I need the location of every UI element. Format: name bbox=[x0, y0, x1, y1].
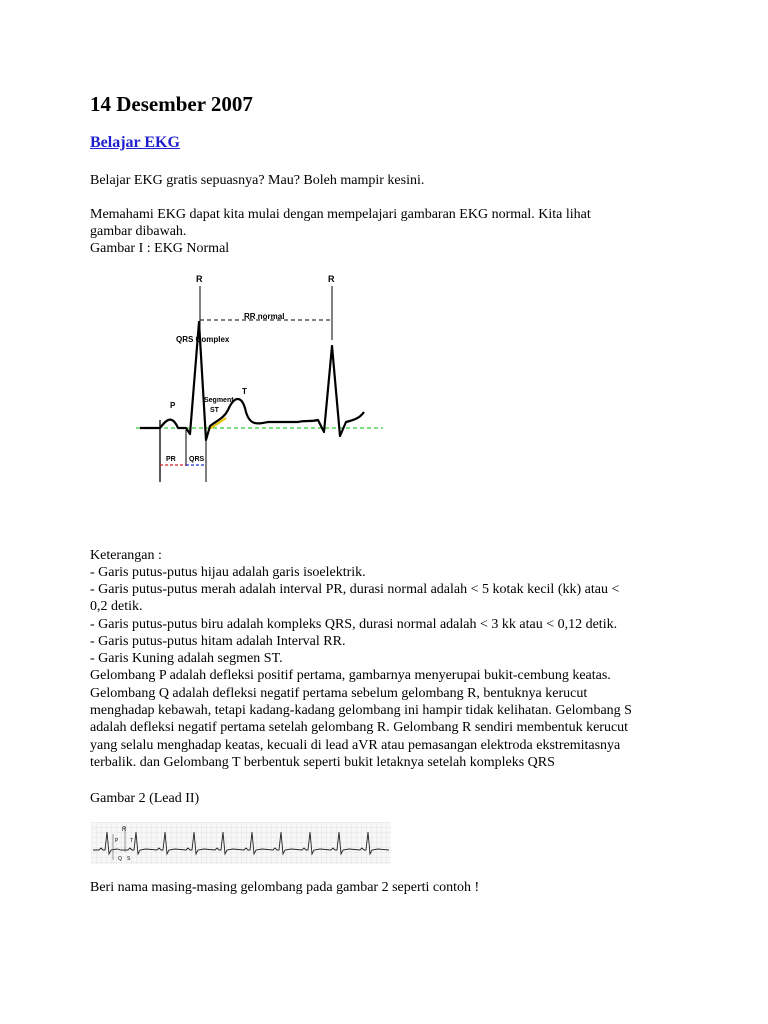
ekg-normal-figure bbox=[128, 270, 388, 484]
strip-label-s: S bbox=[127, 856, 131, 862]
label-qrs-complex: QRS Complex bbox=[176, 335, 230, 344]
legend-line: - Garis Kuning adalah segmen ST. bbox=[90, 651, 283, 666]
figure1-caption: Gambar I : EKG Normal bbox=[90, 241, 230, 256]
ekg-trace bbox=[140, 322, 364, 440]
legend-title: Keterangan : bbox=[90, 548, 162, 563]
label-p: P bbox=[170, 401, 176, 410]
post-date: 14 Desember 2007 bbox=[90, 92, 253, 116]
legend-line: 0,2 detik. bbox=[90, 599, 143, 614]
label-qrs: QRS bbox=[189, 456, 205, 463]
legend-line: - Garis putus-putus merah adalah interval PR, durasi normal adalah < 5 kotak kecil (kk) atau < bbox=[90, 582, 620, 597]
explanation-line: terbalik. dan Gelombang T berbentuk seperti bukit letaknya setelah kompleks QRS bbox=[90, 755, 555, 770]
label-r-right: R bbox=[328, 274, 335, 284]
figure2-caption: Gambar 2 (Lead II) bbox=[90, 791, 200, 806]
paragraph-line: Memahami EKG dapat kita mulai dengan mempelajari gambaran EKG normal. Kita lihat bbox=[90, 207, 591, 222]
post-title-link[interactable]: Belajar EKG bbox=[90, 134, 180, 151]
explanation-line: adalah defleksi negatif pertama setelah gelombang R. Gelombang R sendiri membentuk kerucut bbox=[90, 720, 629, 735]
label-st: ST bbox=[210, 407, 219, 414]
strip-grid bbox=[91, 822, 391, 864]
paragraph-line: gambar dibawah. bbox=[90, 224, 187, 239]
strip-label-t: T bbox=[130, 838, 134, 844]
label-t: T bbox=[242, 387, 247, 396]
strip-label-r: R bbox=[122, 827, 127, 833]
legend-line: - Garis putus-putus biru adalah kompleks QRS, durasi normal adalah < 3 kk atau < 0,12 detik. bbox=[90, 617, 618, 632]
label-rr-interval: RR normal bbox=[244, 312, 285, 321]
label-segment: Segment bbox=[204, 397, 234, 404]
explanation-line: Gelombang P adalah defleksi positif pertama, gambarnya menyerupai bukit-cembung keatas. bbox=[90, 668, 611, 683]
explanation-line: yang selalu menghadap keatas, kecuali di lead aVR atau pemasangan elektroda ekstremitasnya bbox=[90, 738, 621, 753]
ekg-lead-ii-strip bbox=[91, 822, 391, 864]
label-r-left: R bbox=[196, 274, 203, 284]
label-pr: PR bbox=[166, 456, 176, 463]
explanation-line: menghadap kebawah, tetapi kadang-kadang gelombang ini hampir tidak kelihatan. Gelombang S bbox=[90, 703, 632, 718]
intro-text: Belajar EKG gratis sepuasnya? Mau? Boleh mampir kesini. bbox=[90, 173, 425, 188]
strip-label-q: Q bbox=[118, 856, 122, 862]
instruction-text: Beri nama masing-masing gelombang pada gambar 2 seperti contoh ! bbox=[90, 880, 480, 895]
legend-line: - Garis putus-putus hitam adalah Interval RR. bbox=[90, 634, 346, 649]
strip-label-p: P bbox=[115, 838, 119, 844]
explanation-line: Gelombang Q adalah defleksi negatif pertama sebelum gelombang R, bentuknya kerucut bbox=[90, 686, 588, 701]
legend-line: - Garis putus-putus hijau adalah garis isoelektrik. bbox=[90, 565, 366, 580]
